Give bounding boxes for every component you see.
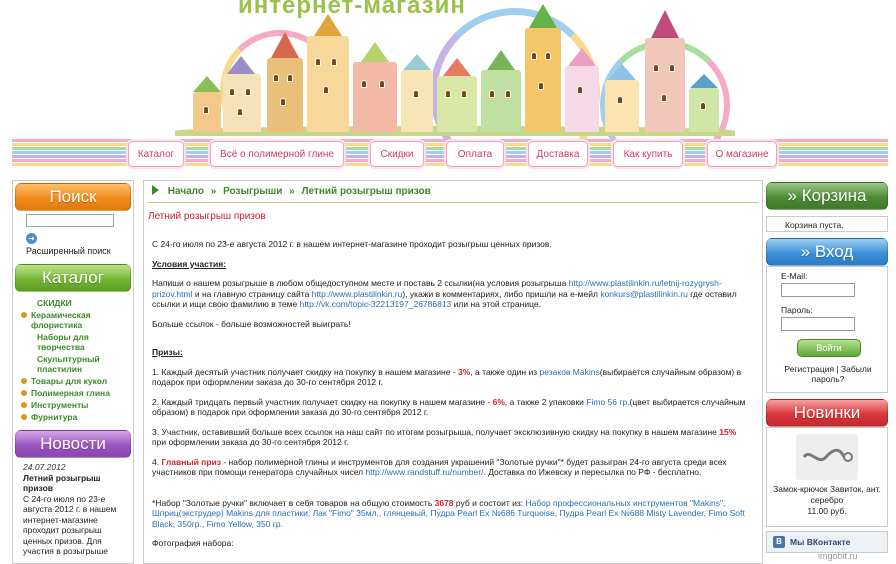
catalog-item-doll-goods[interactable]: Товары для кукол: [21, 376, 133, 386]
intro-text: С 24-го июля по 23-е августа 2012 г. в нашем интернет-магазине проходит розыгрыш ценных призов.: [152, 239, 552, 249]
product-name[interactable]: Замок-крючок Завиток, ант. серебро: [773, 484, 881, 505]
breadcrumb-arrow-icon: [152, 185, 159, 195]
photo-caption: Фотография набора:: [152, 538, 234, 548]
email-link[interactable]: konkurs@plastilinkin.ru: [600, 288, 688, 299]
product-price: 11.00 руб.: [807, 506, 847, 516]
prizes-heading: Призы:: [152, 347, 183, 357]
login-form: [766, 266, 888, 393]
catalog-item-findings[interactable]: Фурнитура: [21, 412, 133, 422]
email-field[interactable]: [781, 283, 855, 297]
advanced-search-link[interactable]: Расширенный поиск: [26, 246, 111, 256]
news-title[interactable]: Летний розыгрыш призов: [23, 472, 101, 493]
prize-4: 4. Главный приз - набор полимерной глины и инструментов для создания украшений "Золотые ручки"* будет разыгран 24-го августа среди всех участников при помощи генератора случайных чисел http://www.randstuff.ru/number/. Доставка по Ижевску и пересылка по РФ - бесплатно.: [152, 456, 727, 477]
main-content: [143, 180, 763, 564]
catalog-item-tools[interactable]: Инструменты: [21, 400, 133, 410]
prize-1: 1. Каждый десятый участник получает скидку на покупку в нашем магазине - 3%, а также один из резаков Makins(выбирается случайным образом) в подарок при оформлении заказа до 30-го сентября 2012 г.: [152, 366, 742, 387]
page-title: Летний розыгрыш призов: [148, 211, 266, 222]
fimo-link[interactable]: Fimo 56 гр.: [586, 396, 630, 407]
register-forgot-links[interactable]: Регистрация | Забыли пароль?: [784, 364, 872, 384]
conditions-heading: Условия участия:: [152, 258, 227, 269]
breadcrumb-section[interactable]: Розыгрыши: [223, 186, 283, 197]
catalog-item-polymer-clay[interactable]: Полимерная глина: [21, 388, 133, 398]
site-logo-title[interactable]: интернет-магазин: [238, 0, 466, 19]
kit-note: *Набор "Золотые ручки" включает в себя товаров на общую стоимость 3678 руб и состоит из: Набор профессиональных инструментов "Makins", Шприц(экструдер) Makins для пластики, Лак "Fimo" 35мл., глянцевый, Пудра Pearl Ex №686 Turquoise, Пудра Pearl Ex №688 Misty Lavender, Fimo Soft Black, 350гр., Fimo Yellow, 350 гр.: [152, 497, 745, 529]
catalog-list: [21, 298, 133, 422]
news-item: [23, 462, 129, 557]
site-header: [0, 0, 896, 140]
email-label: E-Mail:: [781, 271, 808, 281]
right-sidebar: [766, 180, 888, 564]
nav-discounts[interactable]: Скидки: [370, 141, 424, 167]
kit-items-links[interactable]: Набор профессиональных инструментов "Makins", Шприц(экструдер) Makins для пластики, Лак "Fimo" 35мл., глянцевый, Пудра Pearl Ex №686 Turquoise, Пудра Pearl Ex №688 Misty Lavender, Fimo Soft Black, 350гр., Fimo Yellow, 350 гр.: [152, 497, 745, 529]
catalog-item-ceramic-floristics[interactable]: Керамическая флористика: [21, 310, 133, 330]
catalog-item-sculpture-plasticine[interactable]: Скульптурный пластилин: [37, 354, 100, 374]
cart-header[interactable]: » Корзина: [766, 182, 888, 210]
prize-3: 3. Участник, оставивший больше всех ссылок на наш сайт по итогам розыгрыша, получает эксклюзивную скидку на покупку в нашем магазине 15% при оформлении заказа до 30-го сентября 2012 г.: [152, 426, 737, 447]
catalog-header: Каталог: [15, 264, 131, 292]
home-link[interactable]: http://www.plastilinkin.ru: [311, 288, 403, 299]
breadcrumb-home[interactable]: Начало: [167, 186, 205, 197]
search-header: Поиск: [15, 183, 131, 211]
watermark: imgobit.ru: [818, 551, 858, 561]
catalog-item-discounts[interactable]: СКИДКИ: [37, 298, 72, 308]
news-date: 24.07.2012: [23, 462, 66, 472]
nav-polymer-clay[interactable]: Всё о полимерной глине: [210, 141, 344, 167]
nav-catalog[interactable]: Каталог: [128, 141, 184, 167]
breadcrumb-divider: [148, 202, 758, 203]
prize-2: 2. Каждый тридцать первый участник получает скидку на покупку в нашем магазине - 6%, а также 2 упаковки Fimo 56 гр.(цвет выбирается случайным образом) в подарок при оформлении заказа до 30-го сентября 2012 г.: [152, 396, 746, 417]
product-image[interactable]: [796, 434, 858, 480]
main-nav: [12, 139, 888, 169]
vk-widget[interactable]: [766, 531, 888, 553]
login-button[interactable]: Войти: [797, 339, 861, 357]
randstuff-link[interactable]: http://www.randstuff.ru/number/: [365, 467, 484, 477]
nav-how-to-buy[interactable]: Как купить: [613, 141, 683, 167]
vk-topic-link[interactable]: http://vk.com/topic-32213197_26786813: [299, 299, 452, 309]
new-product-card[interactable]: [766, 427, 888, 527]
conditions-text: Напиши о нашем розыгрыше в любом общедоступном месте и поставь 2 ссылки(на условия розыгрыша http://www.plastilinkin.ru/letnij-rozygrysh-prizov.html и на главную страницу сайта http://www.plastilinkin.ru), укажи в комментариях, либо пришли на е-мейл konkurs@plastilinkin.ru где оставил ссылки и ищи свою фамилию в теме http://vk.com/topic-32213197_26786813 или на этой странице.: [152, 278, 737, 309]
nav-about[interactable]: О магазине: [707, 141, 777, 167]
more-links-text: Больше ссылок - больше возможностей выиграть!: [152, 318, 351, 329]
vk-icon: B: [773, 536, 785, 548]
header-town-illustration: [175, 0, 735, 136]
nav-delivery[interactable]: Доставка: [528, 141, 588, 167]
new-products-header: Новинки: [766, 399, 888, 427]
password-label: Пароль:: [781, 305, 813, 315]
news-header: Новости: [15, 430, 131, 458]
search-go-icon[interactable]: ➜: [26, 233, 37, 244]
catalog-item-craft-kits[interactable]: Наборы для творчества: [37, 332, 89, 352]
news-text: С 24-го июля по 23-е августа 2012 г. в нашем интернет-магазине проходит розыгрыш ценных призов. Для участия в розыгрыше: [23, 493, 117, 556]
makins-cutters-link[interactable]: резаков Makins: [539, 366, 600, 377]
nav-payment[interactable]: Оплата: [446, 141, 504, 167]
breadcrumb: Начало » Розыгрыши » Летний розыгрыш призов: [152, 185, 431, 197]
search-input[interactable]: [26, 214, 114, 227]
password-field[interactable]: [781, 317, 855, 331]
breadcrumb-current: Летний розыгрыш призов: [301, 186, 431, 197]
vk-label: Мы ВКонтакте: [790, 537, 851, 547]
rules-link[interactable]: http://www.plastilinkin.ru/letnij-rozygrysh-prizov.html: [152, 278, 722, 299]
left-sidebar: [12, 180, 134, 564]
article-body: [152, 239, 752, 558]
cart-empty-text: Корзина пуста.: [766, 216, 888, 232]
login-header: » Вход: [766, 238, 888, 266]
